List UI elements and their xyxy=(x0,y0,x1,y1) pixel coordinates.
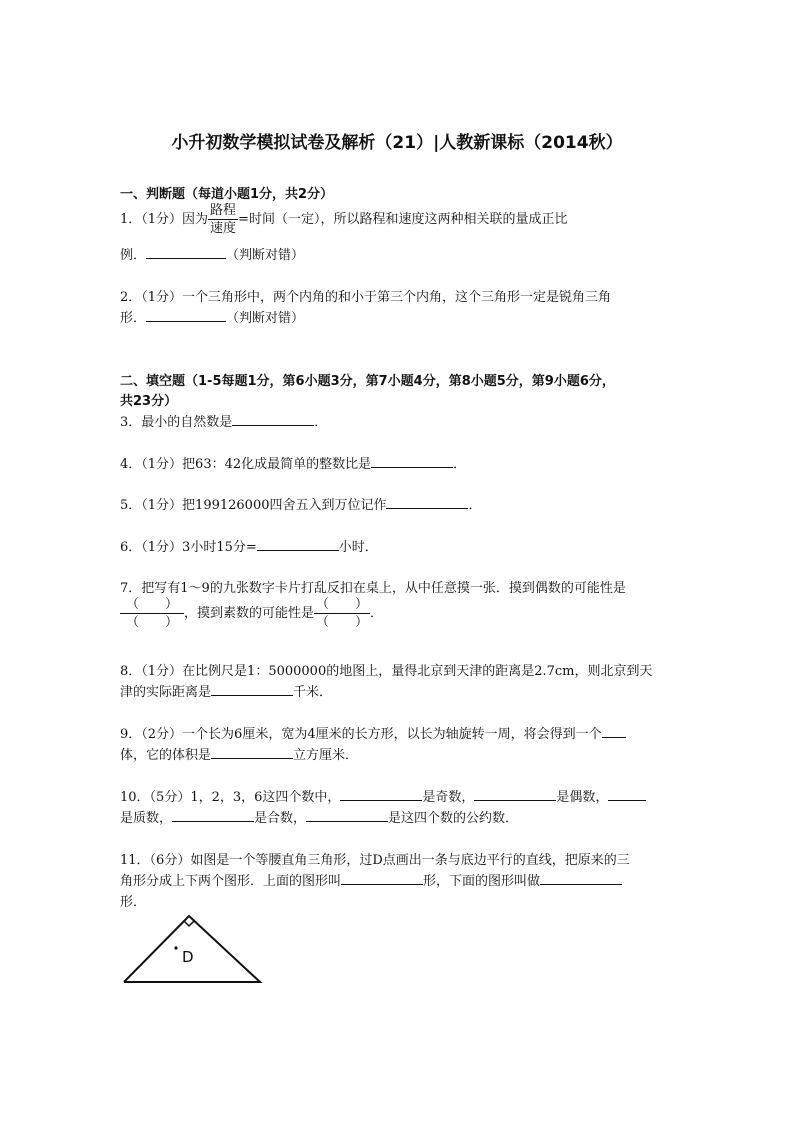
q4-suffix: ． xyxy=(453,457,467,472)
q7-even-denominator-blank[interactable]: （ ） xyxy=(126,615,179,630)
question-10-line-2 xyxy=(120,807,518,826)
q5-prefix: 5．（1分）把199126000四舍五入到万位记作 xyxy=(120,498,387,513)
q9-line1-text: 9．（2分）一个长为6厘米，宽为4厘米的长方形，以长为轴旋转一周，将会得到一个 xyxy=(120,727,602,742)
question-5 xyxy=(120,494,482,513)
q11-lower-shape-blank[interactable] xyxy=(540,872,622,885)
q1-fraction xyxy=(208,202,238,237)
q10-common-divisor-blank[interactable] xyxy=(306,809,388,822)
question-3 xyxy=(120,411,327,430)
q8-answer-blank[interactable] xyxy=(211,683,293,696)
q10-composite-blank[interactable] xyxy=(172,809,254,822)
q7-even-probability-fraction[interactable] xyxy=(120,596,184,631)
question-2-line-1: 2．（1分）一个三角形中，两个内角的和小于第三个内角，这个三角形一定是锐角三角 xyxy=(120,290,612,305)
q9-line2-suffix: 立方厘米． xyxy=(293,748,359,763)
q11-upper-shape-blank[interactable] xyxy=(341,872,423,885)
q2-answer-blank[interactable] xyxy=(146,309,226,322)
q11-line2-mid: 形，下面的图形叫做 xyxy=(423,874,541,889)
q4-answer-blank[interactable] xyxy=(371,455,453,468)
q9-line2-prefix: 体，它的体积是 xyxy=(120,748,212,763)
q7-end: ． xyxy=(370,606,384,621)
q1-fraction-denominator: 速度 xyxy=(210,221,237,236)
q8-line2-suffix: 千米． xyxy=(293,685,333,700)
q6-answer-blank[interactable] xyxy=(257,538,339,551)
q5-suffix: ． xyxy=(468,498,482,513)
q10-even-label: 是偶数， xyxy=(556,790,609,805)
q2-suffix: （判断对错） xyxy=(226,311,305,326)
point-d-dot xyxy=(174,946,177,949)
q10-even-blank[interactable] xyxy=(474,788,556,801)
question-11-line-1: 11．（6分）如图是一个等腰直角三角形，过D点画出一条与底边平行的直线，把原来的三 xyxy=(120,853,630,868)
q7-middle-text: ，摸到素数的可能性是 xyxy=(184,606,315,621)
q10-composite-label: 是合数， xyxy=(254,811,307,826)
question-7-line-1: 7．把写有1～9的九张数字卡片打乱反扣在桌上，从中任意摸一张．摸到偶数的可能性是 xyxy=(120,581,626,596)
question-8-line-1: 8．（1分）在比例尺是1：5000000的地图上，量得北京到天津的距离是2.7cm，则北京到天 xyxy=(120,664,653,679)
section-2-heading-line-2: 共23分） xyxy=(120,394,178,409)
question-2-line-2 xyxy=(120,307,304,326)
question-11-line-3: 形． xyxy=(120,895,147,910)
q7-prime-probability-fraction[interactable] xyxy=(314,596,370,631)
q9-volume-blank[interactable] xyxy=(211,746,293,759)
q2-line2-prefix: 形． xyxy=(120,311,147,326)
q10-prime-blank[interactable] xyxy=(608,788,646,801)
section-2-heading-line-1: 二、填空题（1-5每题1分，第6小题3分，第7小题4分，第8小题5分，第9小题6分， xyxy=(120,374,615,389)
q6-suffix: 小时． xyxy=(338,540,378,555)
question-9-line-1 xyxy=(120,723,626,742)
q1-prefix: 1．（1分）因为 xyxy=(120,212,209,227)
q7-prime-denominator-blank[interactable]: （ ） xyxy=(316,615,369,630)
question-9-line-2 xyxy=(120,744,358,763)
q5-answer-blank[interactable] xyxy=(386,496,468,509)
q7-even-numerator-blank[interactable]: （ ） xyxy=(120,596,184,614)
q1-after-text: =时间（一定），所以路程和速度这两种相关联的量成正比 xyxy=(238,212,568,227)
q9-shape-blank[interactable] xyxy=(602,725,626,738)
question-6 xyxy=(120,536,378,555)
question-1-line-2 xyxy=(120,244,304,263)
section-1-heading: 一、判断题（每道小题1分，共2分） xyxy=(120,187,334,202)
q3-answer-blank[interactable] xyxy=(232,413,314,426)
question-10-line-1 xyxy=(120,786,646,805)
q3-prefix: 3．最小的自然数是 xyxy=(120,415,233,430)
q1-fraction-numerator: 路程 xyxy=(210,203,237,218)
q11-line2-prefix: 角形分成上下两个图形．上面的图形叫 xyxy=(120,874,342,889)
right-angle-mark xyxy=(184,921,194,926)
q6-prefix: 6．（1分）3小时15分= xyxy=(120,540,257,555)
q1-answer-blank[interactable] xyxy=(146,246,226,259)
q10-odd-label: 是奇数， xyxy=(422,790,475,805)
q10-odd-blank[interactable] xyxy=(340,788,422,801)
q7-prime-numerator-blank[interactable]: （ ） xyxy=(316,597,369,612)
q8-line2-prefix: 津的实际距离是 xyxy=(120,685,212,700)
q3-suffix: ． xyxy=(314,415,328,430)
q10-line1-prefix: 10．（5分）1，2，3，6这四个数中， xyxy=(120,790,341,805)
q1-suffix: （判断对错） xyxy=(226,248,305,263)
question-8-line-2 xyxy=(120,681,332,700)
q10-common-divisor-label: 是这四个数的公约数． xyxy=(388,811,519,826)
question-7-line-2 xyxy=(120,596,383,631)
question-1-line-1 xyxy=(120,202,567,237)
isosceles-right-triangle-figure xyxy=(118,910,268,990)
q10-prime-label: 是质数， xyxy=(120,811,173,826)
page-title: 小升初数学模拟试卷及解析（21）|人教新课标（2014秋） xyxy=(171,133,623,153)
q1-line2-prefix: 例． xyxy=(120,248,147,263)
question-11-line-2 xyxy=(120,870,622,889)
question-4 xyxy=(120,453,466,472)
point-d-label: D xyxy=(182,948,194,966)
q4-prefix: 4．（1分）把63：42化成最简单的整数比是 xyxy=(120,457,372,472)
